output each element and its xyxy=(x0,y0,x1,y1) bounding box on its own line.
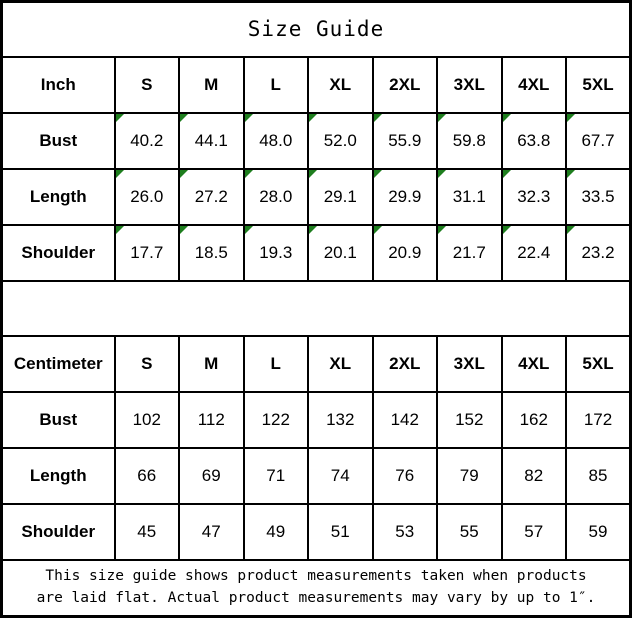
inch-size-header: S xyxy=(115,57,180,113)
inch-length-value: 29.1 xyxy=(308,169,373,225)
inch-shoulder-value: 19.3 xyxy=(244,225,309,281)
cm-shoulder-value: 47 xyxy=(179,504,244,560)
cell-comment-marker-icon xyxy=(245,226,253,234)
inch-size-header: 5XL xyxy=(566,57,631,113)
cell-comment-marker-icon xyxy=(180,226,188,234)
inch-size-header: M xyxy=(179,57,244,113)
table-row xyxy=(2,504,631,560)
inch-shoulder-label: Shoulder xyxy=(2,225,115,281)
cell-comment-marker-icon xyxy=(116,170,124,178)
cm-shoulder-value: 49 xyxy=(244,504,309,560)
table-row xyxy=(2,448,631,504)
cm-length-value: 69 xyxy=(179,448,244,504)
cm-bust-value: 142 xyxy=(373,392,438,448)
inch-shoulder-value: 21.7 xyxy=(437,225,502,281)
measurement-note xyxy=(2,560,631,617)
cell-comment-marker-icon xyxy=(309,226,317,234)
inch-size-header: 3XL xyxy=(437,57,502,113)
cm-length-value: 82 xyxy=(502,448,567,504)
cm-bust-value: 172 xyxy=(566,392,631,448)
inch-length-value: 31.1 xyxy=(437,169,502,225)
inch-shoulder-value: 18.5 xyxy=(179,225,244,281)
cell-comment-marker-icon xyxy=(245,114,253,122)
cell-comment-marker-icon xyxy=(309,114,317,122)
cm-shoulder-value: 51 xyxy=(308,504,373,560)
inch-bust-value: 44.1 xyxy=(179,113,244,169)
cm-length-value: 71 xyxy=(244,448,309,504)
cell-comment-marker-icon xyxy=(438,114,446,122)
inch-size-header: L xyxy=(244,57,309,113)
cell-comment-marker-icon xyxy=(180,114,188,122)
cm-length-value: 85 xyxy=(566,448,631,504)
cm-shoulder-value: 45 xyxy=(115,504,180,560)
inch-shoulder-value: 23.2 xyxy=(566,225,631,281)
inch-bust-value: 55.9 xyxy=(373,113,438,169)
cell-comment-marker-icon xyxy=(374,170,382,178)
inch-bust-value: 63.8 xyxy=(502,113,567,169)
cm-size-header: 2XL xyxy=(373,336,438,392)
cm-shoulder-value: 55 xyxy=(437,504,502,560)
inch-shoulder-value: 17.7 xyxy=(115,225,180,281)
inch-shoulder-value: 22.4 xyxy=(502,225,567,281)
table-row xyxy=(2,392,631,448)
cm-length-value: 66 xyxy=(115,448,180,504)
cm-shoulder-value: 59 xyxy=(566,504,631,560)
inch-bust-value: 48.0 xyxy=(244,113,309,169)
cm-bust-value: 112 xyxy=(179,392,244,448)
cell-comment-marker-icon xyxy=(567,114,575,122)
cm-size-header: 4XL xyxy=(502,336,567,392)
cm-bust-value: 162 xyxy=(502,392,567,448)
inch-size-header: 4XL xyxy=(502,57,567,113)
measurement-note-line1: This size guide shows product measurements taken when products xyxy=(45,568,587,584)
cm-length-value: 76 xyxy=(373,448,438,504)
inch-bust-value: 40.2 xyxy=(115,113,180,169)
inch-size-header: 2XL xyxy=(373,57,438,113)
inch-bust-label: Bust xyxy=(2,113,115,169)
cm-length-label: Length xyxy=(2,448,115,504)
cm-bust-label: Bust xyxy=(2,392,115,448)
inch-length-label: Length xyxy=(2,169,115,225)
cm-bust-value: 122 xyxy=(244,392,309,448)
cell-comment-marker-icon xyxy=(503,170,511,178)
inch-length-value: 33.5 xyxy=(566,169,631,225)
inch-size-header: XL xyxy=(308,57,373,113)
cell-comment-marker-icon xyxy=(374,114,382,122)
table-row xyxy=(2,169,631,225)
page-title: Size Guide xyxy=(2,2,631,57)
cell-comment-marker-icon xyxy=(503,114,511,122)
cm-bust-value: 102 xyxy=(115,392,180,448)
table-row xyxy=(2,225,631,281)
cm-size-header: 5XL xyxy=(566,336,631,392)
cm-unit-header: Centimeter xyxy=(2,336,115,392)
cm-length-value: 74 xyxy=(308,448,373,504)
inch-length-value: 26.0 xyxy=(115,169,180,225)
inch-shoulder-value: 20.1 xyxy=(308,225,373,281)
inch-length-value: 32.3 xyxy=(502,169,567,225)
cm-size-header: M xyxy=(179,336,244,392)
cell-comment-marker-icon xyxy=(374,226,382,234)
cell-comment-marker-icon xyxy=(245,170,253,178)
cm-size-header: XL xyxy=(308,336,373,392)
inch-bust-value: 67.7 xyxy=(566,113,631,169)
inch-shoulder-value: 20.9 xyxy=(373,225,438,281)
cell-comment-marker-icon xyxy=(438,226,446,234)
inch-length-value: 27.2 xyxy=(179,169,244,225)
inch-bust-value: 52.0 xyxy=(308,113,373,169)
cell-comment-marker-icon xyxy=(116,226,124,234)
inch-unit-header: Inch xyxy=(2,57,115,113)
cm-size-header: L xyxy=(244,336,309,392)
cm-shoulder-value: 53 xyxy=(373,504,438,560)
cm-shoulder-label: Shoulder xyxy=(2,504,115,560)
cell-comment-marker-icon xyxy=(567,226,575,234)
cell-comment-marker-icon xyxy=(438,170,446,178)
cell-comment-marker-icon xyxy=(567,170,575,178)
table-row xyxy=(2,113,631,169)
cell-comment-marker-icon xyxy=(503,226,511,234)
spacer-row xyxy=(2,281,631,336)
cell-comment-marker-icon xyxy=(309,170,317,178)
inch-bust-value: 59.8 xyxy=(437,113,502,169)
inch-length-value: 29.9 xyxy=(373,169,438,225)
cell-comment-marker-icon xyxy=(180,170,188,178)
cm-size-header: 3XL xyxy=(437,336,502,392)
cm-length-value: 79 xyxy=(437,448,502,504)
cm-bust-value: 132 xyxy=(308,392,373,448)
inch-length-value: 28.0 xyxy=(244,169,309,225)
cell-comment-marker-icon xyxy=(116,114,124,122)
measurement-note-line2: are laid flat. Actual product measurements may vary by up to 1″. xyxy=(36,589,596,606)
cm-shoulder-value: 57 xyxy=(502,504,567,560)
cm-bust-value: 152 xyxy=(437,392,502,448)
cm-size-header: S xyxy=(115,336,180,392)
